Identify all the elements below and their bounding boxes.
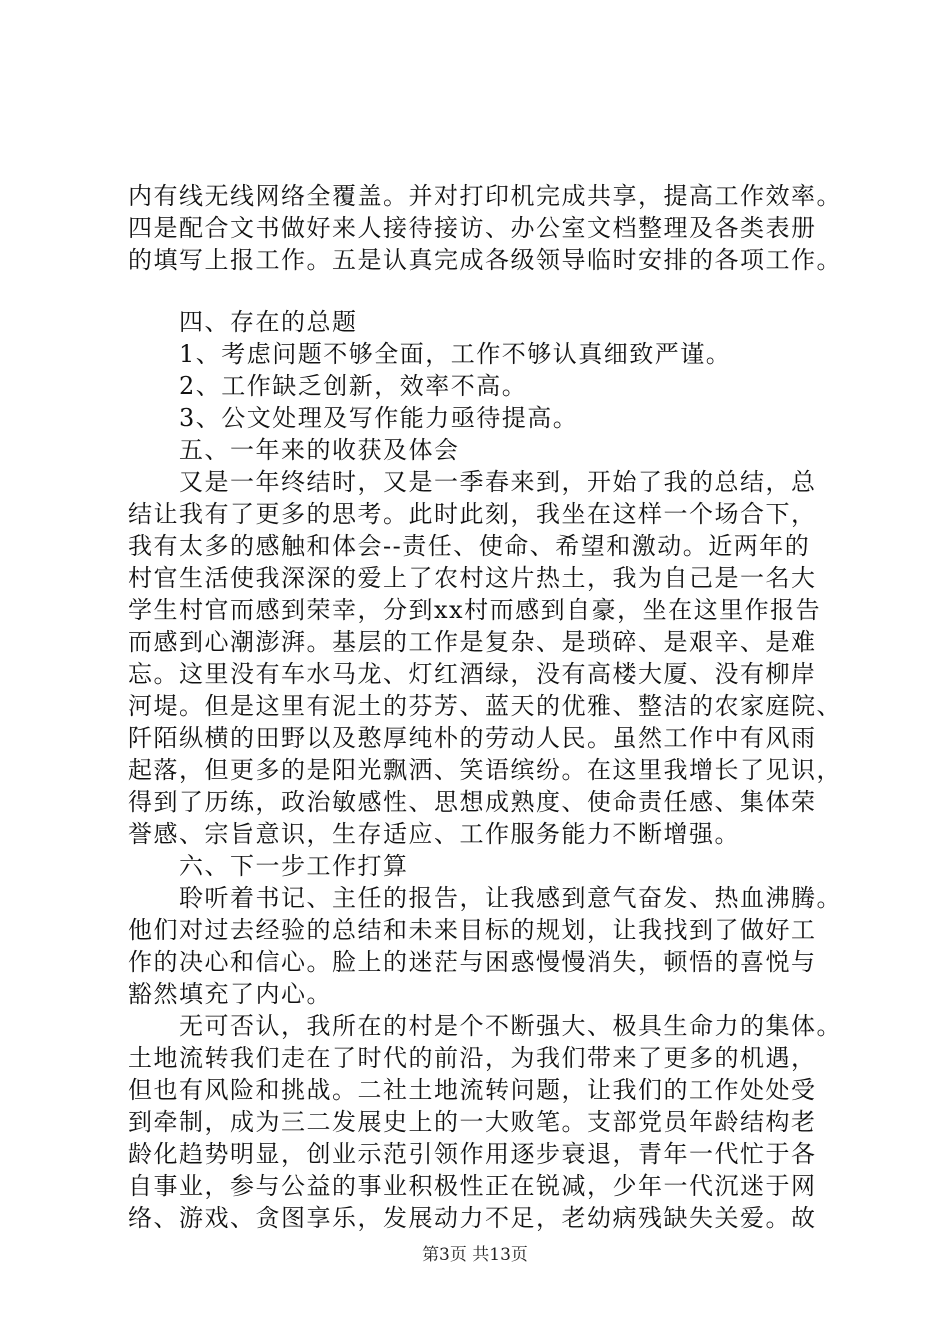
- paragraph-block-2: [128, 306, 858, 1234]
- text-line: 起落，但更多的是阳光飘洒、笑语缤纷。在这里我增长了见识，: [128, 756, 842, 784]
- paragraph-block-1: [128, 180, 858, 276]
- text-line: 他们对过去经验的总结和未来目标的规划，让我找到了做好工: [128, 916, 817, 944]
- page-footer: 第3页 共13页: [422, 1245, 528, 1265]
- text-line: 誉感、宗旨意识，生存适应、工作服务能力不断增强。: [128, 820, 740, 848]
- text-line: 作的决心和信心。脸上的迷茫与困惑慢慢消失，顿悟的喜悦与: [128, 948, 817, 976]
- text-line: 而感到心潮澎湃。基层的工作是复杂、是琐碎、是艰辛、是难: [128, 628, 817, 656]
- text-line: 3、公文处理及写作能力亟待提高。: [128, 404, 579, 432]
- text-line: 2、工作缺乏创新，效率不高。: [128, 372, 528, 400]
- text-line: 自事业，参与公益的事业积极性正在锐减，少年一代沉迷于网: [128, 1172, 817, 1200]
- text-line: 又是一年终结时，又是一季春来到，开始了我的总结，总: [128, 468, 817, 496]
- text-line: 村官生活使我深深的爱上了农村这片热土，我为自己是一名大: [128, 564, 817, 592]
- text-line: 得到了历练，政治敏感性、思想成熟度、使命责任感、集体荣: [128, 788, 817, 816]
- text-line: 我有太多的感触和体会--责任、使命、希望和激动。近两年的: [128, 532, 811, 560]
- body-text: [128, 180, 858, 1234]
- text-line: 河堤。但是这里有泥土的芬芳、蓝天的优雅、整洁的农家庭院、: [128, 692, 842, 720]
- text-line: 五、一年来的收获及体会: [128, 436, 460, 464]
- text-line: 豁然填充了内心。: [128, 980, 332, 1008]
- text-line: 阡陌纵横的田野以及憨厚纯朴的劳动人民。虽然工作中有风雨: [128, 724, 817, 752]
- text-line: 六、下一步工作打算: [128, 852, 409, 880]
- text-line: 龄化趋势明显，创业示范引领作用逐步衰退，青年一代忙于各: [128, 1140, 817, 1168]
- text-line: 学生村官而感到荣幸，分到xx村而感到自豪，坐在这里作报告: [128, 596, 822, 624]
- text-line: 土地流转我们走在了时代的前沿，为我们带来了更多的机遇，: [128, 1044, 817, 1072]
- text-line: 四、存在的总题: [128, 308, 358, 336]
- text-line: 四是配合文书做好来人接待接访、办公室文档整理及各类表册: [128, 214, 817, 242]
- text-line: 结让我有了更多的思考。此时此刻，我坐在这样一个场合下，: [128, 500, 817, 528]
- text-line: 络、游戏、贪图享乐，发展动力不足，老幼病残缺失关爱。故: [128, 1204, 817, 1232]
- paragraph-gap: [128, 276, 858, 306]
- text-line: 无可否认，我所在的村是个不断强大、极具生命力的集体。: [128, 1012, 842, 1040]
- text-line: 但也有风险和挑战。二社土地流转问题，让我们的工作处处受: [128, 1076, 817, 1104]
- text-line: 1、考虑问题不够全面，工作不够认真细致严谨。: [128, 340, 732, 368]
- text-line: 内有线无线网络全覆盖。并对打印机完成共享，提高工作效率。: [128, 182, 842, 210]
- text-line: 忘。这里没有车水马龙、灯红酒绿，没有高楼大厦、没有柳岸: [128, 660, 817, 688]
- text-line: 聆听着书记、主任的报告，让我感到意气奋发、热血沸腾。: [128, 884, 842, 912]
- text-line: 的填写上报工作。五是认真完成各级领导临时安排的各项工作。: [128, 246, 842, 274]
- text-line: 到牵制，成为三二发展史上的一大败笔。支部党员年龄结构老: [128, 1108, 817, 1136]
